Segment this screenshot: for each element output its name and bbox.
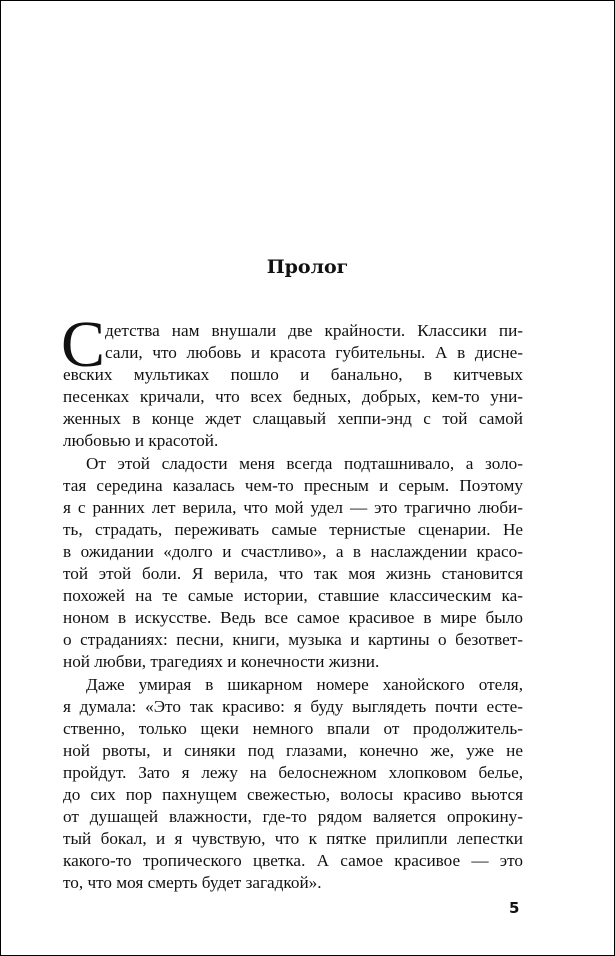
text-line: евских мультиках пошло и банально, в китчевых bbox=[63, 365, 523, 385]
text-line: тая середина казалась чем-то пресным и серым. Поэтому bbox=[63, 475, 523, 495]
paragraph-1 bbox=[61, 308, 523, 453]
page-number: 5 bbox=[509, 899, 520, 917]
text-line: похожей на те самые истории, ставшие классическим ка- bbox=[63, 586, 523, 606]
text-line: тый бокал, и я чувствую, что к пятке прилипли лепестки bbox=[63, 829, 523, 849]
text-line: Даже умирая в шикарном номере ханойского отеля, bbox=[86, 674, 523, 694]
chapter-body bbox=[61, 308, 523, 894]
text-line: ть, страдать, переживать самые тернистые сценарии. Не bbox=[63, 519, 523, 539]
text-line: какого-то тропического цветка. А самое красивое — это bbox=[63, 851, 523, 871]
text-line: пройдут. Зато я лежу на белоснежном хлопковом белье, bbox=[63, 762, 523, 782]
text-line: женных в конце ждет слащавый хеппи-энд с той самой bbox=[63, 409, 523, 429]
text-line: детства нам внушали две крайности. Классики пи- bbox=[105, 321, 523, 340]
chapter-title: Пролог bbox=[266, 256, 349, 278]
text-line: ственно, только щеки немного впали от продолжитель- bbox=[63, 718, 523, 738]
text-line: той этой боли. Я верила, что так моя жизнь становится bbox=[63, 564, 523, 584]
text-line: любовью и красотой. bbox=[63, 431, 219, 451]
text-line: песенках кричали, что всех бедных, добрых, кем-то уни- bbox=[63, 387, 523, 407]
text-line: ной рвоты, и синяки под глазами, конечно же, уже не bbox=[63, 740, 523, 760]
text-line: до сих пор пахнущем свежестью, волосы красиво вьются bbox=[63, 784, 523, 804]
text-line: я с ранних лет верила, что мой удел — это трагично люби- bbox=[63, 497, 523, 517]
text-line: сали, что любовь и красота губительны. А в дисне- bbox=[105, 343, 523, 363]
text-line: я думала: «Это так красиво: я буду выглядеть почти есте- bbox=[63, 696, 523, 716]
text-line: то, что моя смерть будет загадкой». bbox=[63, 873, 322, 893]
text-line: ной любви, трагедиях и конечности жизни. bbox=[63, 652, 380, 672]
text-line: в ожидании «долго и счастливо», а в наслаждении красо- bbox=[63, 541, 523, 561]
paragraph-2 bbox=[63, 453, 523, 674]
text-line: ноном в искусстве. Ведь все самое красивое в мире было bbox=[63, 608, 523, 628]
text-line: От этой сладости меня всегда подташнивало, а золо- bbox=[86, 453, 523, 473]
paragraph-3 bbox=[63, 674, 523, 895]
drop-cap: С bbox=[61, 308, 106, 381]
text-line: о страданиях: песни, книги, музыка и картины о безответ- bbox=[63, 630, 523, 650]
text-line: от душащей влажности, где-то рядом валяется опрокину- bbox=[63, 807, 523, 827]
